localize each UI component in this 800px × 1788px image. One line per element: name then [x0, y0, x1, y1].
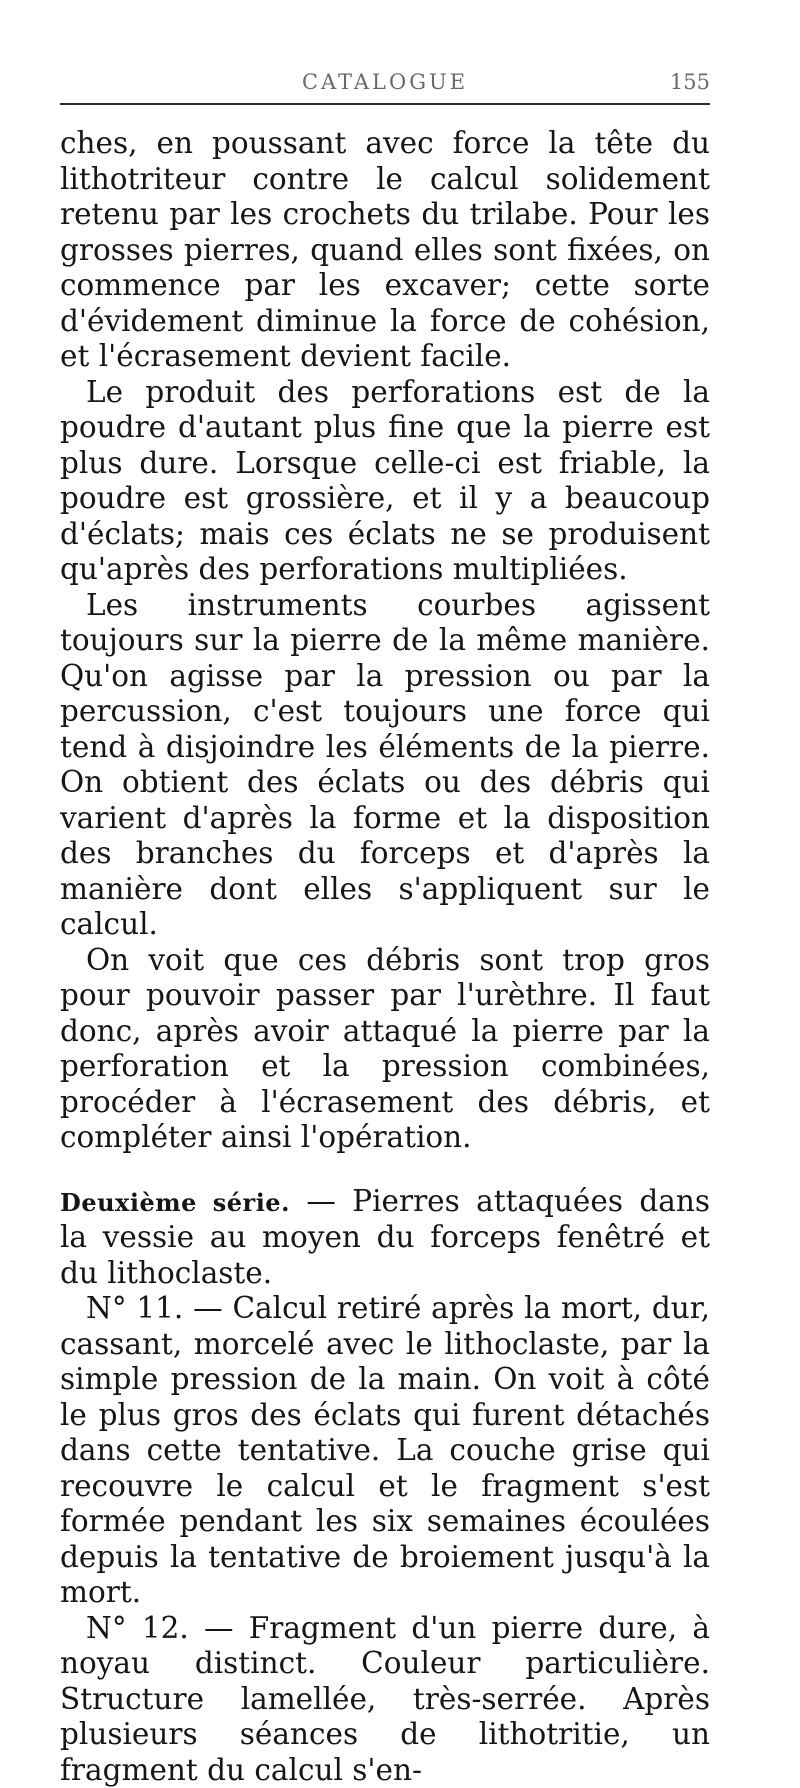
paragraph-1: ches, en poussant avec force la tête du lithotriteur contre le calcul solidement retenu par les crochets du trilabe. Pour les grosses pierres, quand elles sont fixées, on commence par les excaver; cette sorte d'évidement diminue la force de cohésion, et l'écrasement devient facile.: [60, 126, 710, 375]
section-gap: [60, 1156, 710, 1184]
paragraph-3: Les instruments courbes agissent toujours sur la pierre de la même manière. Qu'on agisse par la pression ou par la percussion, c'est toujours une force qui tend à disjoindre les éléments de la pierre. On obtient des éclats ou des débris qui varient d'après la forme et la disposition des branches du forceps et d'après la manière dont elles s'appliquent sur le calcul.: [60, 588, 710, 943]
series-heading: Deuxième série.: [60, 1188, 290, 1217]
body-text: [60, 126, 710, 1788]
page-number: 155: [670, 70, 710, 94]
catalog-entry-12: N° 12. — Fragment d'un pierre dure, à noyau distinct. Couleur particulière. Structure lamellée, très-serrée. Après plusieurs séances de lithotritie, un fragment du calcul s'en-: [60, 1611, 710, 1788]
page-header: [60, 0, 710, 110]
series-text: — Pierres attaquées dans la vessie au moyen du forceps fenêtré et du lithoclaste.: [60, 1184, 710, 1290]
page: [60, 0, 710, 1788]
paragraph-4: On voit que ces débris sont trop gros pour pouvoir passer par l'urèthre. Il faut donc, après avoir attaqué la pierre par la perforation et la pression combinées, procéder à l'écrasement des débris, et compléter ainsi l'opération.: [60, 943, 710, 1156]
series-paragraph: [60, 1184, 710, 1292]
paragraph-2: Le produit des perforations est de la poudre d'autant plus fine que la pierre est plus dure. Lorsque celle-ci est friable, la poudre est grossière, et il y a beaucoup d'éclats; mais ces éclats ne se produisent qu'après des perforations multipliées.: [60, 375, 710, 588]
catalog-entry-11: N° 11. — Calcul retiré après la mort, dur, cassant, morcelé avec le lithoclaste, par la simple pression de la main. On voit à côté le plus gros des éclats qui furent détachés dans cette tentative. La couche grise qui recouvre le calcul et le fragment s'est formée pendant les six semaines écoulées depuis la tentative de broiement jusqu'à la mort.: [60, 1291, 710, 1611]
running-title: CATALOGUE: [60, 70, 710, 94]
header-rule: [60, 103, 710, 105]
